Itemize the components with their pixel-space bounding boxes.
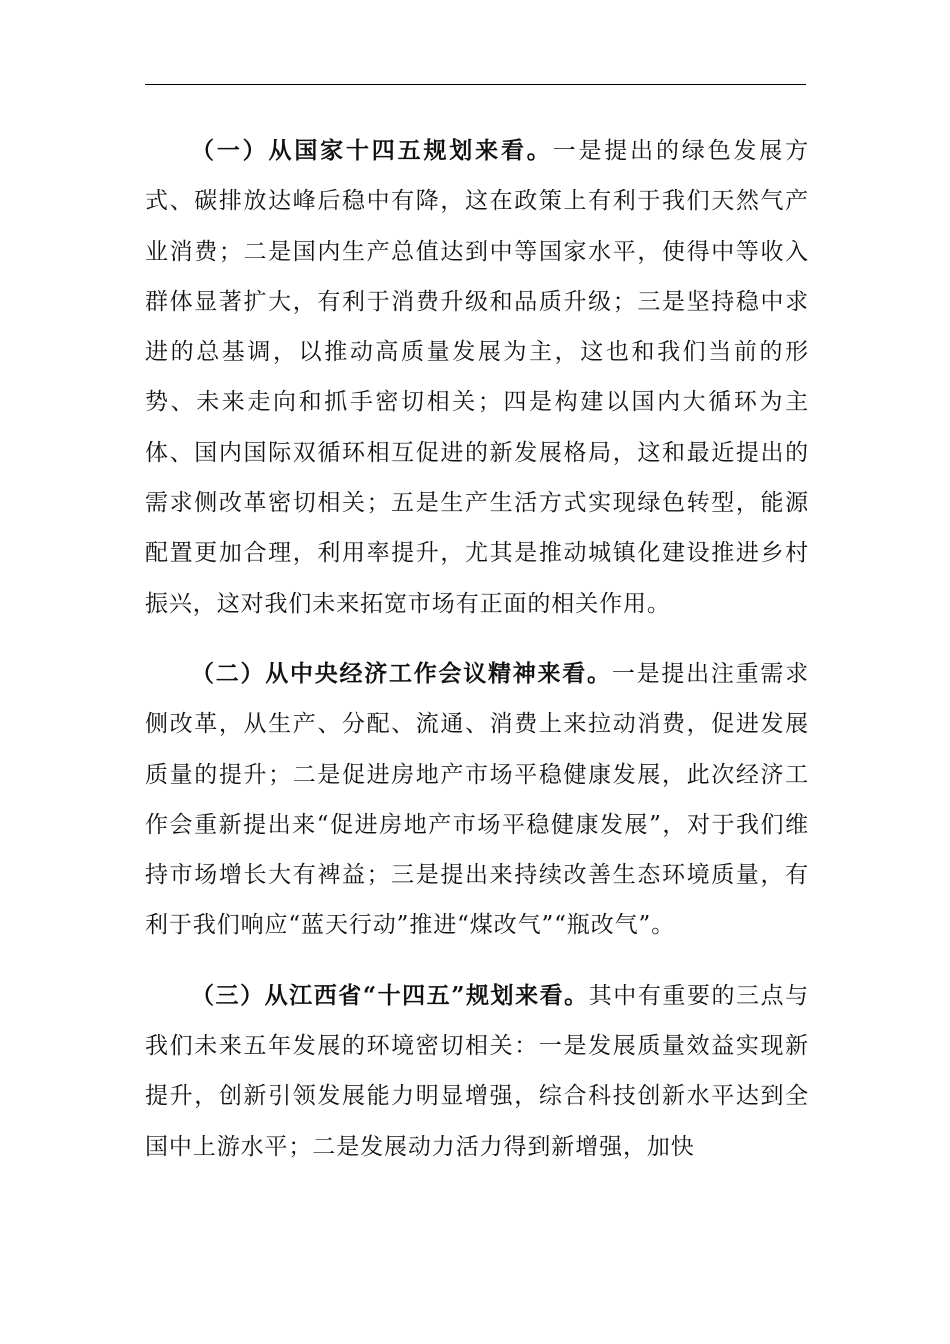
section-3 <box>145 971 809 1172</box>
section-3-heading: （三）从江西省“十四五”规划来看。 <box>191 981 589 1009</box>
document-body <box>145 126 809 1172</box>
header-rule <box>145 84 806 85</box>
section-2 <box>145 649 809 951</box>
section-1-body: 一是提出的绿色发展方式、碳排放达峰后稳中有降，这在政策上有利于我们天然气产业消费；二是国内生产总值达到中等国家水平，使得中等收入群体显著扩大，有利于消费升级和品质升级；三是坚持稳中求进的总基调，以推动高质量发展为主，这也和我们当前的形势、未来走向和抓手密切相关；四是构建以国内大循环为主体、国内国际双循环相互促进的新发展格局，这和最近提出的需求侧改革密切相关；五是生产生活方式实现绿色转型，能源配置更加合理，利用率提升，尤其是推动城镇化建设推进乡村振兴，这对我们未来拓宽市场有正面的相关作用。 <box>145 138 809 617</box>
section-2-body: 一是提出注重需求侧改革，从生产、分配、流通、消费上来拉动消费，促进发展质量的提升；二是促进房地产市场平稳健康发展，此次经济工作会重新提出来“促进房地产市场平稳健康发展”，对于我们维持市场增长大有裨益；三是提出来持续改善生态环境质量，有利于我们响应“蓝天行动”推进“煤改气”“瓶改气”。 <box>145 660 809 939</box>
section-2-heading: （二）从中央经济工作会议精神来看。 <box>191 659 612 687</box>
section-1 <box>145 126 809 629</box>
section-1-heading: （一）从国家十四五规划来看。 <box>191 137 553 164</box>
section-3-body: 其中有重要的三点与我们未来五年发展的环境密切相关：一是发展质量效益实现新提升，创新引领发展能力明显增强，综合科技创新水平达到全国中上游水平；二是发展动力活力得到新增强，加快 <box>145 982 809 1160</box>
